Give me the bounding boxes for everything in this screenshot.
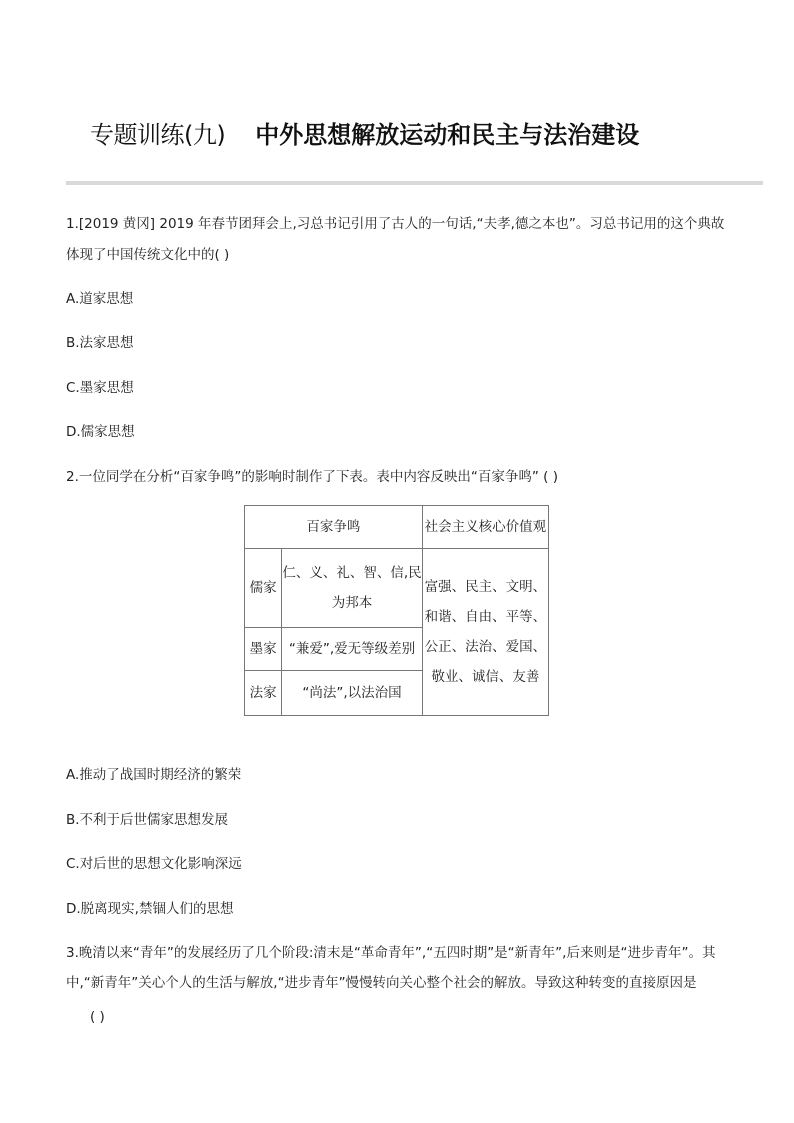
table-content-legalist: “尚法”,以法治国 — [282, 671, 422, 716]
q1-option-c: C.墨家思想 — [66, 380, 134, 396]
table-content-confucian — [282, 549, 422, 628]
table-school-mohist: 墨家 — [245, 628, 282, 671]
table-school-legalist: 法家 — [245, 671, 282, 716]
core-values-line1: 富强、民主、文明、 — [424, 579, 547, 595]
q3-stem-line1: 3.晚清以来“青年”的发展经历了几个阶段:清末是“革命青年”,“五四时期”是“新青年”,后来则是“进步青年”。其 — [66, 945, 716, 961]
q2-option-d: D.脱离现实,禁锢人们的思想 — [66, 901, 234, 917]
table-header-left: 百家争鸣 — [245, 506, 423, 549]
q3-stem-line2: 中,“新青年”关心个人的生活与解放,“进步青年”慢慢转向关心整个社会的解放。导致这种转变的直接原因是 — [66, 975, 697, 991]
q2-option-c: C.对后世的思想文化影响深远 — [66, 856, 242, 872]
q1-stem-line1: 1.[2019 黄冈] 2019 年春节团拜会上,习总书记引用了古人的一句话,“夫孝,德之本也”。习总书记用的这个典故 — [66, 216, 725, 232]
q2-option-a: A.推动了战国时期经济的繁荣 — [66, 767, 242, 783]
q2-stem: 2.一位同学在分析“百家争鸣”的影响时制作了下表。表中内容反映出“百家争鸣” ( ) — [66, 469, 558, 485]
q1-option-a: A.道家思想 — [66, 291, 134, 307]
table-header-right: 社会主义核心价值观 — [422, 506, 548, 549]
title-divider — [66, 181, 763, 185]
q1-stem-line2: 体现了中国传统文化中的( ) — [66, 247, 230, 263]
table-core-values — [422, 549, 548, 716]
core-values-line4: 敬业、诚信、友善 — [431, 669, 540, 685]
table-content-confucian-line1: 仁、义、礼、智、信,民 — [282, 565, 422, 581]
title-main: 中外思想解放运动和民主与法治建设 — [255, 121, 640, 149]
q3-stem-line3: ( ) — [90, 1009, 105, 1025]
q1-option-b: B.法家思想 — [66, 335, 134, 351]
page-title — [90, 118, 770, 152]
core-values-line3: 公正、法治、爱国、 — [424, 639, 547, 655]
title-prefix: 专题训练(九) — [90, 121, 226, 149]
core-values-line2: 和谐、自由、平等、 — [424, 609, 547, 625]
q2-option-b: B.不利于后世儒家思想发展 — [66, 812, 229, 828]
table-content-confucian-line2: 为邦本 — [331, 595, 373, 611]
comparison-table — [244, 505, 549, 716]
q1-option-d: D.儒家思想 — [66, 424, 135, 440]
table-content-mohist: “兼爱”,爱无等级差别 — [282, 628, 422, 671]
table-school-confucian: 儒家 — [245, 549, 282, 628]
